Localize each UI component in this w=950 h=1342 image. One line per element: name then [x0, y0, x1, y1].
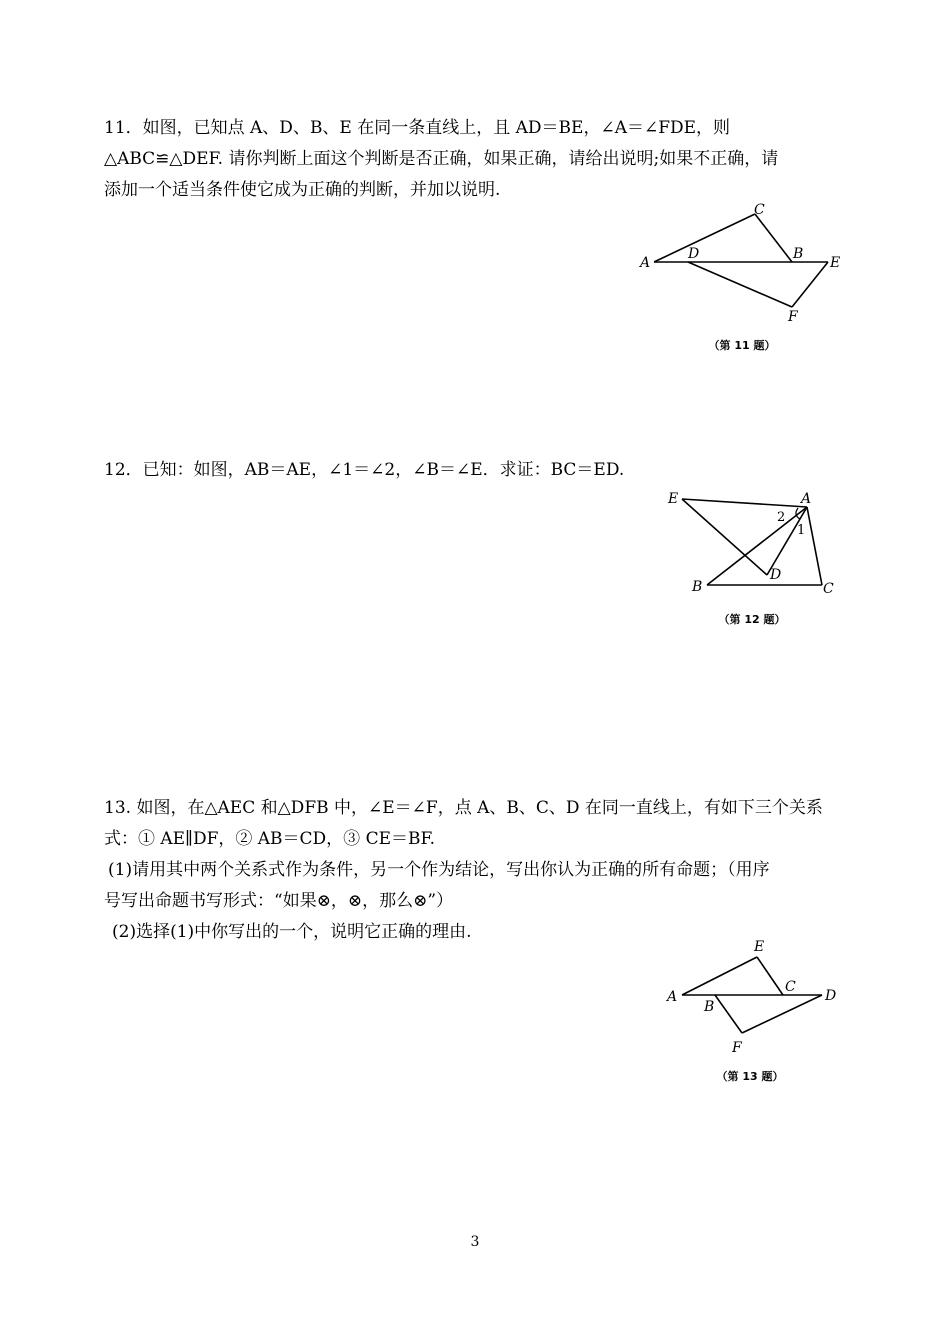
fig13-label-a: A [667, 989, 678, 1005]
fig13-label-d: D [825, 988, 837, 1004]
figure-12-diagram [660, 485, 850, 605]
q11-line-3: 添加一个适当条件使它成为正确的判断，并加以说明. [104, 180, 501, 200]
fig12-label-d: D [770, 567, 782, 583]
figure-13-caption: （第 13 题） [716, 1070, 784, 1083]
fig12-label-b: B [692, 579, 703, 595]
figure-12 [660, 485, 850, 605]
q13-line-3: (1)请用其中两个关系式作为条件，另一个作为结论，写出你认为正确的所有命题；（用序 [108, 860, 770, 880]
fig13-label-f: F [732, 1040, 742, 1056]
fig11-label-b: B [793, 246, 804, 262]
fig12-label-c: C [823, 581, 834, 597]
fig11-label-c: C [754, 202, 765, 218]
q13-line-2: 式：① AE∥DF，② AB＝CD，③ CE＝BF. [104, 829, 436, 849]
figure-11-diagram [630, 195, 850, 335]
fig11-label-a: A [640, 255, 651, 271]
q12-line-1: 12．已知：如图，AB＝AE，∠1＝∠2，∠B＝∠E．求证：BC＝ED. [104, 460, 625, 480]
figure-12-caption: （第 12 题） [718, 613, 786, 626]
question-12 [104, 455, 849, 486]
q13-line-5: (2)选择(1)中你写出的一个，说明它正确的理由. [112, 922, 472, 942]
page-number: 3 [470, 1234, 480, 1250]
fig12-label-1: 1 [797, 523, 806, 538]
fig13-label-e: E [754, 939, 765, 955]
q11-line-1: 11．如图，已知点 A、D、B、E 在同一条直线上，且 AD＝BE，∠A＝∠FDE，则 [104, 118, 731, 138]
figure-11-caption: （第 11 题） [708, 339, 776, 352]
fig12-label-a: A [801, 491, 812, 507]
question-13 [104, 793, 849, 948]
fig11-label-d: D [688, 246, 700, 262]
question-11 [104, 113, 849, 206]
figure-11 [630, 195, 850, 335]
figure-13-diagram [660, 935, 850, 1060]
fig12-label-2: 2 [777, 510, 786, 525]
fig11-label-f: F [788, 309, 798, 325]
fig13-label-b: B [704, 999, 715, 1015]
q11-line-2: △ABC≌△DEF. 请你判断上面这个判断是否正确，如果正确，请给出说明;如果不正确，请 [104, 149, 779, 169]
fig11-label-e: E [830, 255, 841, 271]
q13-line-1: 13. 如图，在△AEC 和△DFB 中，∠E＝∠F，点 A、B、C、D 在同一直线上，有如下三个关系 [104, 798, 823, 818]
q13-line-4: 号写出命题书写形式：“如果⊗，⊗，那么⊗”） [104, 891, 454, 911]
figure-13 [660, 935, 850, 1060]
fig13-label-c: C [785, 979, 796, 995]
fig12-label-e: E [668, 491, 679, 507]
